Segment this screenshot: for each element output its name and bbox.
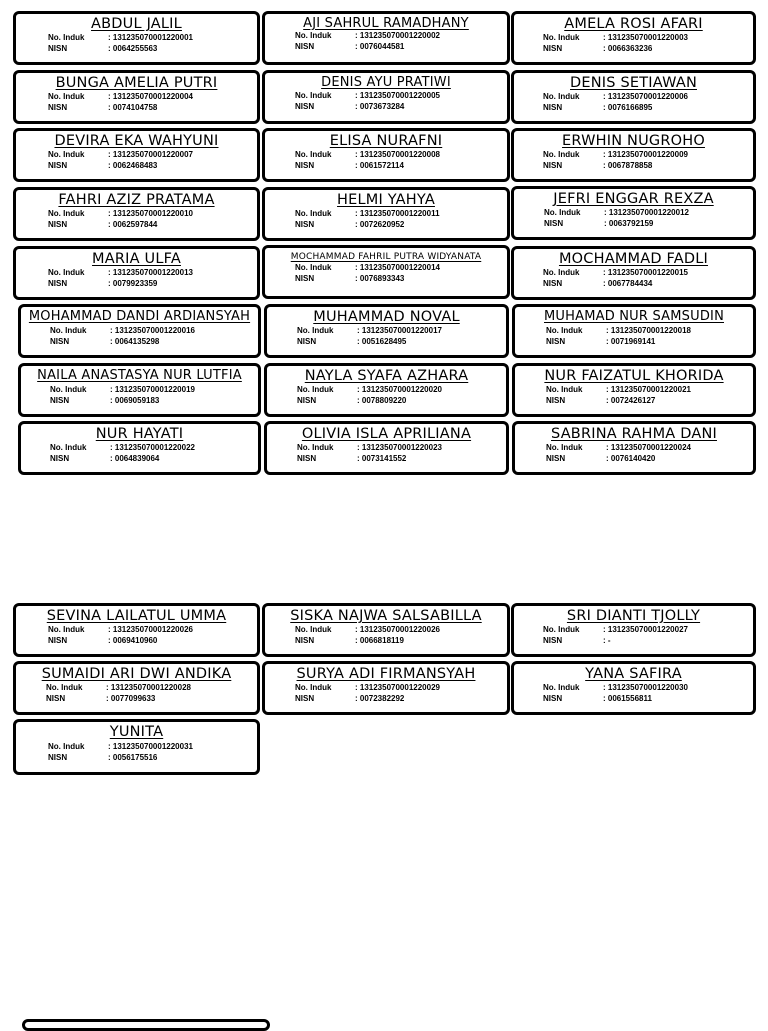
student-card [13,603,260,657]
induk-value: : 131235070001220009 [603,150,688,159]
induk-label: No. Induk [295,91,332,100]
induk-value: : 131235070001220024 [606,443,691,452]
student-name: NAYLA SYAFA AZHARA [304,368,469,384]
induk-label: No. Induk [546,443,583,452]
nisn-value: : 0076140420 [606,454,656,463]
nisn-label: NISN [295,42,315,51]
nisn-label: NISN [48,636,68,645]
student-name: AJI SAHRUL RAMADHANY [303,16,469,31]
student-card [13,187,260,241]
nisn-label: NISN [546,454,566,463]
nisn-label: NISN [543,694,563,703]
nisn-label: NISN [543,161,563,170]
nisn-label: NISN [50,454,70,463]
induk-label: No. Induk [50,443,87,452]
nisn-value: : 0051628495 [357,337,407,346]
nisn-label: NISN [543,636,563,645]
induk-value: : 131235070001220015 [603,268,688,277]
nisn-label: NISN [48,103,68,112]
student-name: MOCHAMMAD FADLI [558,251,709,267]
induk-label: No. Induk [50,326,87,335]
induk-value: : 131235070001220001 [108,33,193,42]
nisn-label: NISN [48,220,68,229]
student-card [13,128,260,182]
student-name: SRI DIANTI TJOLLY [566,608,701,624]
student-card [262,603,510,657]
student-card [262,245,510,299]
student-card [18,363,261,417]
induk-label: No. Induk [543,92,580,101]
induk-value: : 131235070001220011 [355,209,440,218]
induk-value: : 131235070001220021 [606,385,691,394]
student-name: ERWHIN NUGROHO [562,133,705,149]
student-name: ABDUL JALIL [91,16,182,32]
student-card [511,70,756,124]
nisn-label: NISN [295,161,315,170]
student-card [262,11,510,65]
nisn-label: NISN [48,161,68,170]
nisn-value: : 0061572114 [355,161,404,170]
nisn-label: NISN [543,103,563,112]
nisn-value: : 0069059183 [110,396,160,405]
induk-label: No. Induk [48,268,85,277]
induk-label: No. Induk [295,209,332,218]
induk-label: No. Induk [543,625,580,634]
induk-value: : 131235070001220004 [108,92,193,101]
nisn-value: : 0064839064 [110,454,160,463]
nisn-value: : 0071969141 [606,337,656,346]
student-name: MOHAMMAD DANDI ARDIANSYAH [28,309,251,324]
student-card [512,421,756,475]
student-card [13,246,260,300]
induk-value: : 131235070001220012 [604,208,689,217]
student-name: MOCHAMMAD FAHRIL PUTRA WIDYANATA [290,252,482,262]
student-card [262,70,510,124]
nisn-value: : 0073673284 [355,102,405,111]
student-card [13,11,260,65]
induk-value: : 131235070001220017 [357,326,442,335]
induk-value: : 131235070001220019 [110,385,195,394]
induk-value: : 131235070001220022 [110,443,195,452]
student-name: ELISA NURAFNI [329,133,443,149]
induk-label: No. Induk [297,443,334,452]
induk-value: : 131235070001220013 [108,268,193,277]
student-name: YUNITA [109,724,164,740]
nisn-value: : 0067878858 [603,161,653,170]
induk-label: No. Induk [48,625,85,634]
induk-label: No. Induk [543,150,580,159]
student-card [511,11,756,65]
induk-value: : 131235070001220007 [108,150,193,159]
nisn-value: : 0076166895 [603,103,653,112]
student-name: NUR FAIZATUL KHORIDA [544,368,724,384]
induk-label: No. Induk [295,263,332,272]
induk-value: : 131235070001220014 [355,263,440,272]
student-name: NAILA ANASTASYA NUR LUTFIA [37,368,242,383]
student-card [264,421,509,475]
nisn-value: : 0077099633 [106,694,156,703]
induk-value: : 131235070001220008 [355,150,440,159]
nisn-value: : 0076893343 [355,274,405,283]
induk-label: No. Induk [50,385,87,394]
nisn-value: : 0056175516 [108,753,158,762]
induk-label: No. Induk [543,683,580,692]
induk-label: No. Induk [46,683,83,692]
student-card [511,128,756,182]
student-card [262,661,510,715]
induk-value: : 131235070001220020 [357,385,442,394]
student-name: NUR HAYATI [95,426,184,442]
nisn-value: : 0064135298 [110,337,160,346]
nisn-value: : 0072426127 [606,396,656,405]
student-name: DENIS AYU PRATIWI [321,75,451,90]
nisn-value: : 0062597844 [108,220,158,229]
induk-label: No. Induk [297,385,334,394]
student-name: BUNGA AMELIA PUTRI [55,75,218,91]
induk-value: : 131235070001220003 [603,33,688,42]
student-card [18,304,261,358]
induk-value: : 131235070001220010 [108,209,193,218]
nisn-value: : 0079923359 [108,279,158,288]
nisn-label: NISN [295,102,315,111]
student-card [13,70,260,124]
induk-label: No. Induk [543,268,580,277]
induk-label: No. Induk [48,209,85,218]
student-card [13,661,260,715]
student-card [13,719,260,775]
nisn-value: : 0073141552 [357,454,407,463]
student-name: YANA SAFIRA [585,666,682,682]
student-card [512,363,756,417]
nisn-value: : 0076044581 [355,42,405,51]
student-name: SISKA NAJWA SALSABILLA [290,608,482,624]
nisn-value: : 0064255563 [108,44,158,53]
nisn-label: NISN [48,279,68,288]
nisn-label: NISN [50,337,70,346]
nisn-value: : 0074104758 [108,103,158,112]
nisn-value: : 0066363236 [603,44,653,53]
induk-label: No. Induk [48,33,85,42]
nisn-label: NISN [50,396,70,405]
student-name: MUHAMMAD NOVAL [313,309,460,325]
induk-label: No. Induk [544,208,581,217]
nisn-value: : 0067784434 [603,279,653,288]
nisn-label: NISN [295,220,315,229]
nisn-label: NISN [543,279,563,288]
student-name: JEFRI ENGGAR REXZA [553,191,714,207]
induk-label: No. Induk [295,150,332,159]
nisn-label: NISN [297,454,317,463]
induk-label: No. Induk [48,92,85,101]
nisn-value: : 0061556811 [603,694,652,703]
student-name: MUHAMAD NUR SAMSUDIN [544,309,724,324]
student-name: HELMI YAHYA [337,192,435,208]
student-name: FAHRI AZIZ PRATAMA [58,192,215,208]
student-name: DENIS SETIAWAN [570,75,697,91]
induk-value: : 131235070001220006 [603,92,688,101]
nisn-value: : 0078809220 [357,396,407,405]
induk-label: No. Induk [295,625,332,634]
induk-label: No. Induk [546,385,583,394]
student-name: MARIA ULFA [92,251,181,267]
induk-value: : 131235070001220026 [108,625,193,634]
student-card [511,603,756,657]
induk-value: : 131235070001220029 [355,683,440,692]
induk-value: : 131235070001220026 [355,625,440,634]
induk-label: No. Induk [295,683,332,692]
nisn-label: NISN [546,337,566,346]
induk-value: : 131235070001220031 [108,742,193,751]
nisn-label: NISN [295,694,315,703]
induk-value: : 131235070001220027 [603,625,688,634]
nisn-label: NISN [297,337,317,346]
nisn-label: NISN [543,44,563,53]
student-card [262,187,510,241]
induk-label: No. Induk [297,326,334,335]
next-card-edge [22,1019,270,1031]
nisn-label: NISN [48,44,68,53]
induk-label: No. Induk [543,33,580,42]
student-card [18,421,261,475]
nisn-label: NISN [46,694,66,703]
student-name: SURYA ADI FIRMANSYAH [296,666,476,682]
nisn-label: NISN [48,753,68,762]
nisn-value: : 0062468483 [108,161,158,170]
student-card [511,246,756,300]
induk-value: : 131235070001220002 [355,31,440,40]
student-card [511,186,756,240]
nisn-label: NISN [297,396,317,405]
induk-value: : 131235070001220018 [606,326,691,335]
nisn-value: : 0069410960 [108,636,158,645]
nisn-label: NISN [544,219,564,228]
student-card [264,304,509,358]
student-name: DEVIRA EKA WAHYUNI [54,133,219,149]
induk-value: : 131235070001220023 [357,443,442,452]
nisn-label: NISN [546,396,566,405]
induk-value: : 131235070001220028 [106,683,191,692]
student-card [264,363,509,417]
nisn-label: NISN [295,274,315,283]
student-card [511,661,756,715]
student-name: SABRINA RAHMA DANI [551,426,717,442]
student-card [262,128,510,182]
induk-label: No. Induk [546,326,583,335]
student-name: SEVINA LAILATUL UMMA [46,608,227,624]
induk-label: No. Induk [48,742,85,751]
induk-value: : 131235070001220030 [603,683,688,692]
student-name: SUMAIDI ARI DWI ANDIKA [41,666,232,682]
nisn-value: : 0072382292 [355,694,405,703]
nisn-value: : - [603,636,611,645]
nisn-value: : 0072620952 [355,220,405,229]
induk-value: : 131235070001220005 [355,91,440,100]
nisn-value: : 0063792159 [604,219,654,228]
induk-value: : 131235070001220016 [110,326,195,335]
induk-label: No. Induk [295,31,332,40]
nisn-label: NISN [295,636,315,645]
student-name: OLIVIA ISLA APRILIANA [301,426,472,442]
student-card [512,304,756,358]
student-name: AMELA ROSI AFARI [564,16,703,32]
induk-label: No. Induk [48,150,85,159]
nisn-value: : 0066818119 [355,636,404,645]
